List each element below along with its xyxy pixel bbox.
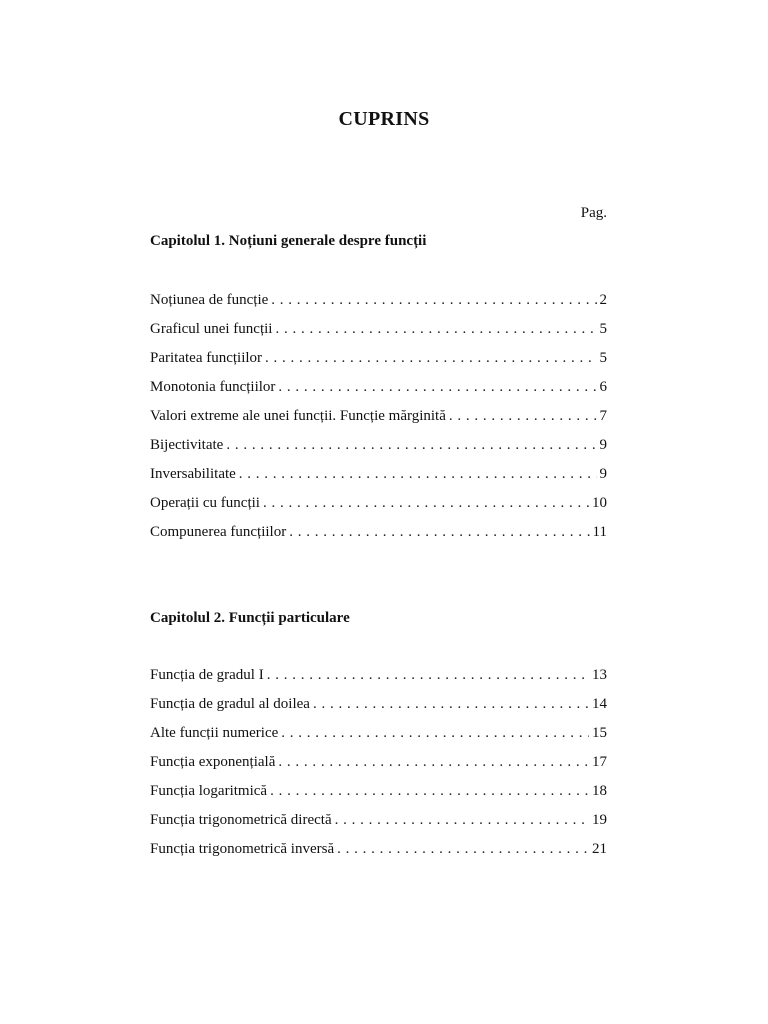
- toc-entry-title: Operații cu funcții: [150, 495, 260, 511]
- toc-entry-title: Alte funcții numerice: [150, 725, 279, 741]
- dot-leader: [449, 408, 597, 425]
- toc-entry-page: 2: [599, 292, 607, 308]
- toc-entry-page: 9: [599, 437, 607, 453]
- chapter-1-toc-list: [150, 292, 607, 553]
- toc-entry-title: Paritatea funcțiilor: [150, 350, 263, 366]
- dot-leader: [270, 783, 589, 800]
- dot-leader: [278, 379, 596, 396]
- toc-entry-page: 9: [599, 466, 607, 482]
- toc-entry: [150, 495, 607, 524]
- dot-leader: [275, 321, 596, 338]
- toc-entry-title: Funcția trigonometrică directă: [150, 812, 332, 828]
- toc-entry: [150, 437, 607, 466]
- toc-entry: [150, 466, 607, 495]
- dot-leader: [263, 495, 589, 512]
- dot-leader: [289, 524, 589, 541]
- toc-entry: [150, 667, 607, 696]
- toc-entry-title: Graficul unei funcții: [150, 321, 273, 337]
- dot-leader: [335, 812, 589, 829]
- dot-leader: [281, 725, 589, 742]
- dot-leader: [271, 292, 596, 309]
- toc-entry-title: Monotonia funcțiilor: [150, 379, 276, 395]
- toc-entry-page: 5: [599, 321, 607, 337]
- toc-entry: [150, 841, 607, 870]
- toc-entry-page: 11: [592, 524, 607, 540]
- toc-entry-page: 21: [592, 841, 607, 857]
- chapter-2-toc-list: [150, 667, 607, 870]
- toc-entry: [150, 292, 607, 321]
- toc-entry-title: Funcția trigonometrică inversă: [150, 841, 335, 857]
- toc-entry-title: Compunerea funcțiilor: [150, 524, 287, 540]
- toc-entry-page: 13: [592, 667, 607, 683]
- toc-entry-page: 18: [592, 783, 607, 799]
- dot-leader: [278, 754, 589, 771]
- toc-entry-title: Funcția de gradul I: [150, 667, 264, 683]
- dot-leader: [337, 841, 589, 858]
- toc-entry-page: 14: [592, 696, 607, 712]
- dot-leader: [267, 667, 589, 684]
- toc-entry-page: 10: [592, 495, 607, 511]
- toc-entry-title: Bijectivitate: [150, 437, 224, 453]
- page-column-label: Pag.: [580, 205, 607, 221]
- dot-leader: [265, 350, 596, 367]
- chapter-2-heading: Capitolul 2. Funcții particulare: [150, 610, 350, 626]
- page-title: CUPRINS: [338, 108, 430, 130]
- toc-entry: [150, 350, 607, 379]
- toc-entry-title: Funcția de gradul al doilea: [150, 696, 310, 712]
- toc-entry: [150, 321, 607, 350]
- dot-leader: [313, 696, 589, 713]
- toc-entry: [150, 783, 607, 812]
- dot-leader: [239, 466, 597, 483]
- toc-entry: [150, 725, 607, 754]
- toc-entry: [150, 812, 607, 841]
- toc-entry-title: Funcția exponențială: [150, 754, 276, 770]
- toc-entry-title: Inversabilitate: [150, 466, 236, 482]
- toc-entry-title: Funcția logaritmică: [150, 783, 268, 799]
- toc-entry: [150, 408, 607, 437]
- toc-entry-title: Valori extreme ale unei funcții. Funcție mărginită: [150, 408, 446, 424]
- toc-entry-page: 7: [599, 408, 607, 424]
- toc-entry-page: 19: [592, 812, 607, 828]
- toc-entry-page: 15: [592, 725, 607, 741]
- toc-entry: [150, 696, 607, 725]
- chapter-1-heading: Capitolul 1. Noțiuni generale despre funcții: [150, 233, 427, 249]
- toc-entry-title: Noțiunea de funcție: [150, 292, 269, 308]
- toc-entry: [150, 379, 607, 408]
- toc-entry: [150, 524, 607, 553]
- dot-leader: [226, 437, 596, 454]
- toc-entry: [150, 754, 607, 783]
- toc-entry-page: 6: [599, 379, 607, 395]
- toc-entry-page: 5: [599, 350, 607, 366]
- toc-entry-page: 17: [592, 754, 607, 770]
